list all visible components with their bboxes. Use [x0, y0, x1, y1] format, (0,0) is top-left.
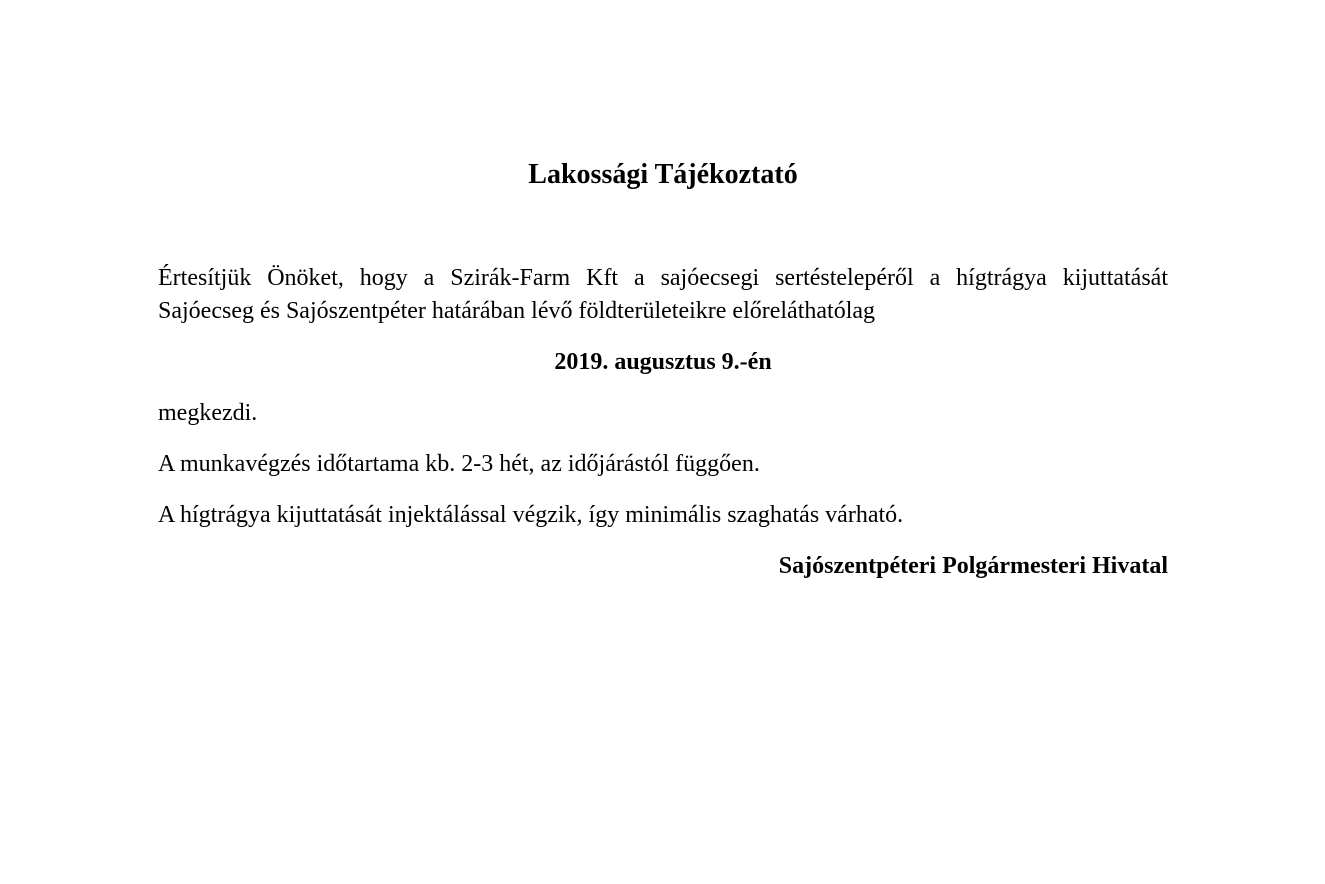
duration-paragraph: A munkavégzés időtartama kb. 2-3 hét, az időjárástól függően. — [158, 451, 760, 477]
intro-paragraph — [158, 262, 1168, 328]
signature: Sajószentpéteri Polgármesteri Hivatal — [778, 553, 1168, 579]
start-date: 2019. augusztus 9.-én — [554, 349, 772, 375]
document-title: Lakossági Tájékoztató — [528, 159, 798, 190]
intro-line-1: Értesítjük Önöket, hogy a Szirák-Farm Kft a sajóecsegi sertéstelepéről a hígtrágya kijuttatását — [158, 265, 1168, 291]
method-paragraph: A hígtrágya kijuttatását injektálással végzik, így minimális szaghatás várható. — [158, 502, 904, 528]
start-paragraph: megkezdi. — [158, 400, 258, 426]
intro-line-2: Sajóecseg és Sajószentpéter határában lévő földterületeikre előreláthatólag — [158, 298, 876, 324]
